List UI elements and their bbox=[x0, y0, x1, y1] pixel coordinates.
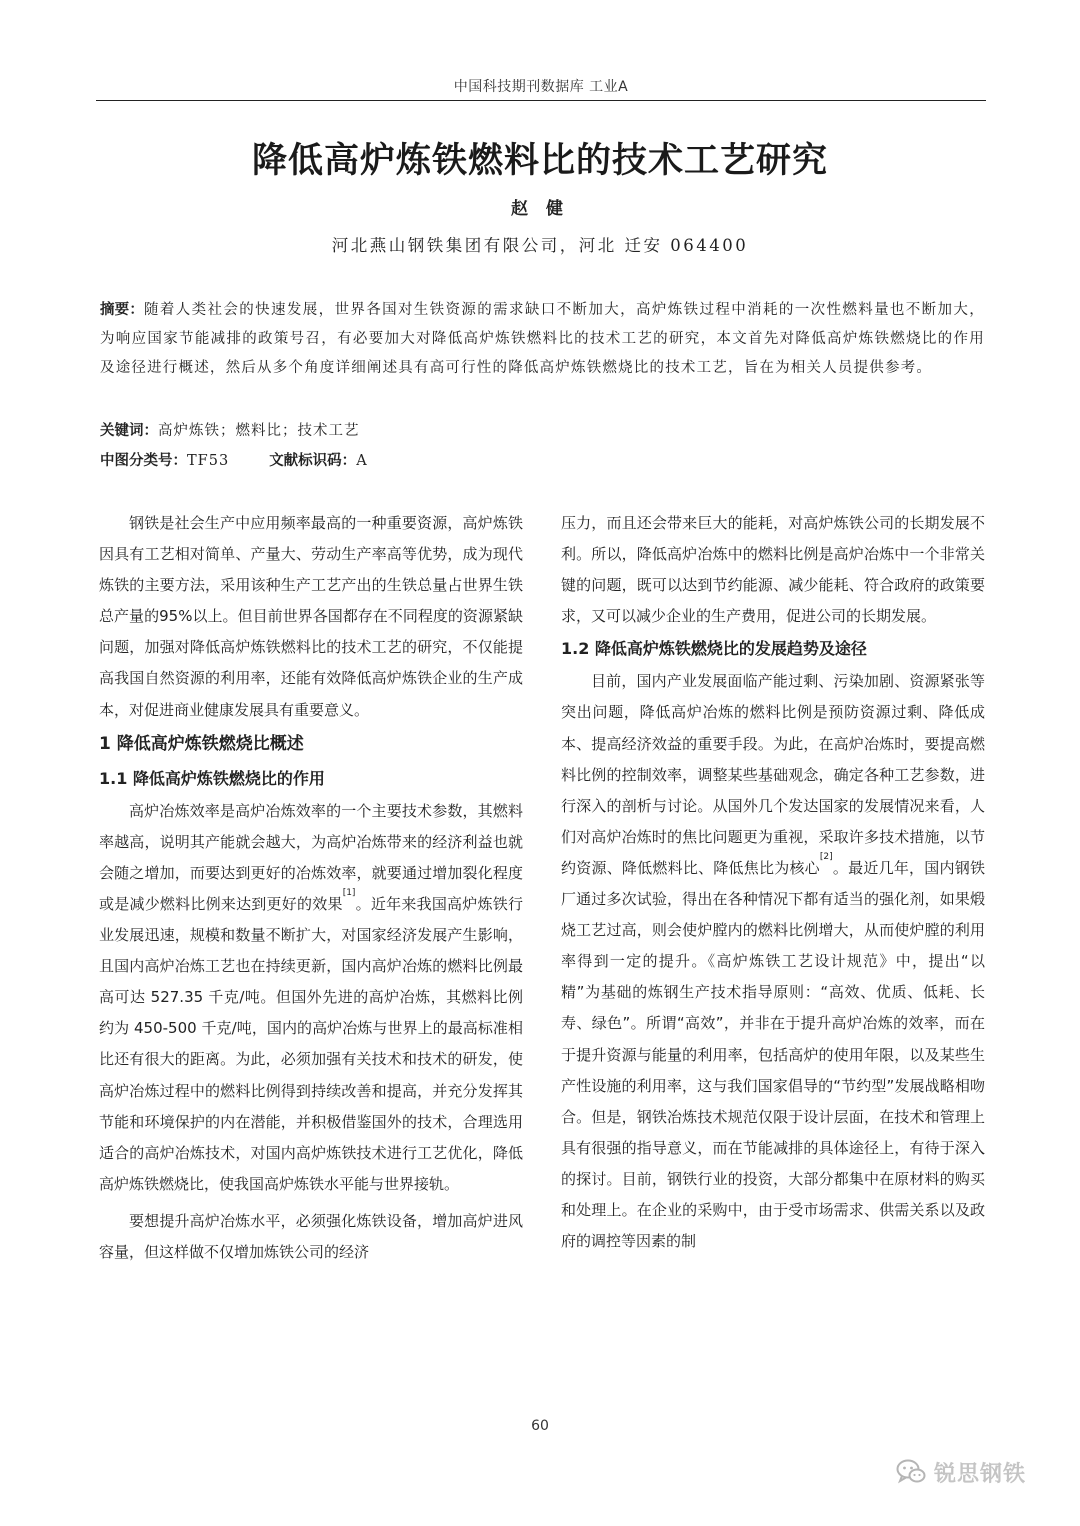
intro-paragraph: 钢铁是社会生产中应用频率最高的一种重要资源，高炉炼铁因具有工艺相对简单、产量大、劳动生产率高等优势，成为现代炼铁的主要方法，采用该种生产工艺产出的生铁总量占世界生铁总产量的95%以上。但目前世界各国都存在不同程度的资源紧缺问题，加强对降低高炉炼铁燃料比的技术工艺的研究，不仅能提高我国自然资源的利用率，还能有效降低高炉炼铁企业的生产成本，对促进商业健康发展具有重要意义。 bbox=[99, 514, 523, 719]
citation-1: [1] bbox=[342, 887, 356, 898]
section-1-1-text-a: 高炉冶炼效率是高炉冶炼效率的一个主要技术参数，其燃料率越高，说明其产能就会越大，为高炉冶炼带来的经济利益也就会随之增加，而要达到更好的冶炼效率，就要通过增加裂化程度或是减少燃料比例来达到更好的效果 bbox=[99, 801, 523, 913]
section-1-1-text-b: 。近年来我国高炉炼铁行业发展迅速，规模和数量不断扩大，对国家经济发展产生影响，且国内高炉冶炼工艺也在持续更新，国内高炉冶炼的燃料比例最高可达 527.35 千克/吨。但国外先进的高炉冶炼，其燃料比例约为 450-500 千克/吨，国内的高炉冶炼与世界上的最高标准相比还有很大的距离。为此，必须加强有关技术和技术的研发，使高炉冶炼过程中的燃料比例得到持续改善和提高，并充分发挥其节能和环境保护的内在潜能，并积极借鉴国外的技术，合理选用适合的高炉冶炼技术，对国内高炉炼铁技术进行工艺优化，降低高炉炼铁燃烧比，使我国高炉炼铁水平能与世界接轨。 bbox=[99, 894, 523, 1193]
doc-code-label: 文献标识码： bbox=[269, 453, 357, 469]
section-1-heading: 1 降低高炉炼铁燃烧比概述 bbox=[99, 733, 304, 754]
classification-line bbox=[100, 449, 368, 470]
section-1-2-heading: 1.2 降低高炉炼铁燃烧比的发展趋势及途径 bbox=[561, 639, 867, 659]
wechat-icon bbox=[896, 1459, 926, 1485]
paper-title: 降低高炉炼铁燃料比的技术工艺研究 bbox=[251, 141, 828, 181]
continued-paragraph: 压力，而且还会带来巨大的能耗，对高炉炼铁公司的长期发展不利。所以，降低高炉冶炼中的燃料比例是高炉冶炼中一个非常关键的问题，既可以达到节约能源、减少能耗、符合政府的政策要求，又可以减少企业的生产费用，促进公司的长期发展。 bbox=[561, 514, 985, 626]
journal-header: 中国科技期刊数据库 工业A bbox=[453, 79, 629, 95]
section-1-2-paragraph bbox=[561, 666, 985, 1257]
keywords-line bbox=[100, 419, 360, 440]
section-1-2-text-a: 目前，国内产业发展面临产能过剩、污染加剧、资源紧张等突出问题，降低高炉冶炼的燃料比例是预防资源过剩、降低成本、提高经济效益的重要手段。为此，在高炉冶炼时，要提高燃料比例的控制效率，调整某些基础观念，确定各种工艺参数，进行深入的剖析与讨论。从国外几个发达国家的发展情况来看，人们对高炉冶炼时的焦比问题更为重视，采取许多技术措施，以节约资源、降低燃料比、降低焦比为核心 bbox=[561, 672, 985, 877]
section-1-2-text-b: 。最近几年，国内钢铁厂通过多次试验，得出在各种情况下都有适当的强化剂，如果煅烧工艺过高，则会使炉膛内的燃料比例增大，从而使炉膛的利用率得到一定的提升。《高炉炼铁工艺设计规范》中，提出“以精”为基础的炼钢生产技术指导原则：“高效、优质、低耗、长寿、绿色”。所谓“高效”，并非在于提升高炉冶炼的效率，而在于提升资源与能量的利用率，包括高炉的使用年限，以及某些生产性设施的利用率，这与我们国家倡导的“节约型”发展战略相吻合。但是，钢铁冶炼技术规范仅限于设计层面，在技术和管理上具有很强的指导意义，而在节能减排的具体途径上，有待于深入的探讨。目前，钢铁行业的投资，大部分都集中在原材料的购买和处理上。在企业的采购中，由于受市场需求、供需关系以及政府的调控等因素的制 bbox=[561, 858, 985, 1251]
watermark-text: 锐思钢铁 bbox=[934, 1461, 1027, 1487]
keywords-text: 高炉炼铁；燃料比；技术工艺 bbox=[158, 423, 360, 439]
watermark bbox=[896, 1454, 1066, 1490]
clc-label: 中图分类号： bbox=[100, 453, 187, 469]
left-column bbox=[99, 508, 523, 1268]
header-rule bbox=[96, 100, 986, 101]
section-1-1-paragraph bbox=[99, 796, 523, 1200]
affiliation: 河北燕山钢铁集团有限公司，河北 迁安 064400 bbox=[331, 236, 749, 255]
author: 赵 健 bbox=[511, 199, 569, 219]
page-number: 60 bbox=[531, 1418, 549, 1434]
abstract-text: 随着人类社会的快速发展，世界各国对生铁资源的需求缺口不断加大，高炉炼铁过程中消耗的一次性燃料量也不断加大，为响应国家节能减排的政策号召，有必要加大对降低高炉炼铁燃料比的技术工艺的研究，本文首先对降低高炉炼铁燃烧比的作用及途径进行概述，然后从多个角度详细阐述具有高可行性的降低高炉炼铁燃烧比的技术工艺，旨在为相关人员提供参考。 bbox=[100, 302, 985, 376]
section-1-1-paragraph-2: 要想提升高炉冶炼水平，必须强化炼铁设备，增加高炉进风容量，但这样做不仅增加炼铁公司的经济 bbox=[99, 1211, 523, 1261]
right-column bbox=[561, 508, 985, 1257]
keywords-label: 关键词： bbox=[100, 423, 158, 439]
clc-value: TF53 bbox=[187, 453, 230, 469]
abstract-label: 摘要： bbox=[100, 302, 145, 318]
section-1-1-heading: 1.1 降低高炉炼铁燃烧比的作用 bbox=[99, 768, 325, 788]
abstract bbox=[100, 296, 985, 383]
citation-2: [2] bbox=[819, 851, 833, 862]
doc-code-value: A bbox=[356, 453, 368, 469]
